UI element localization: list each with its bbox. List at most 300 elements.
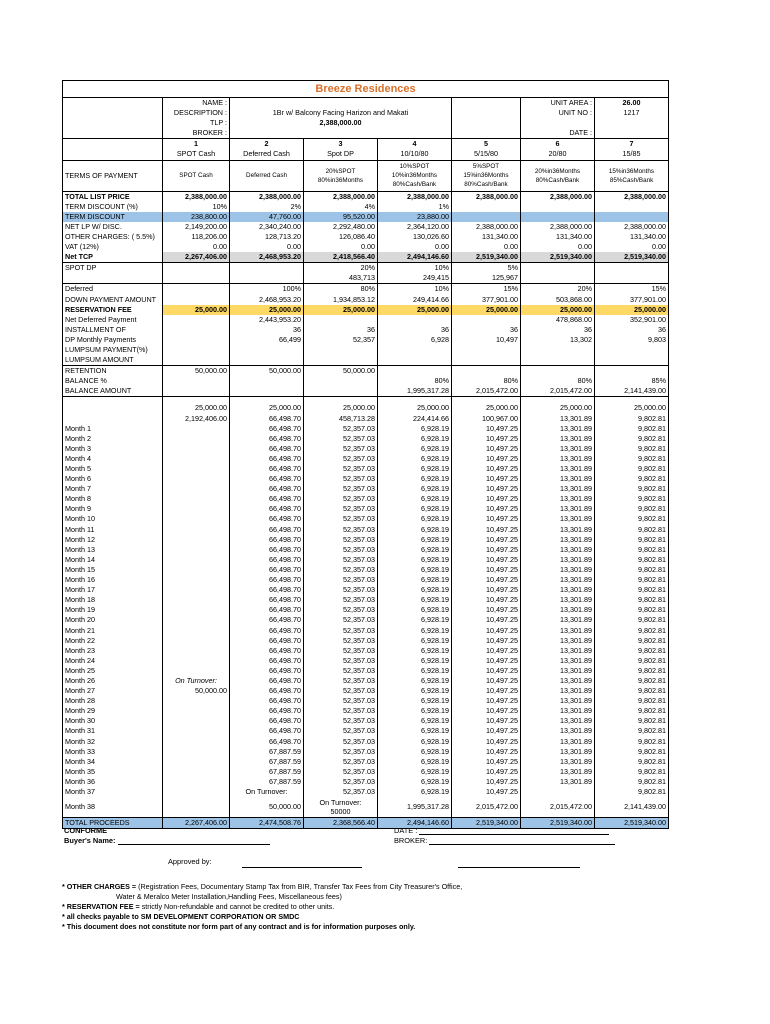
header-cell: [595, 118, 669, 128]
month-row: [63, 797, 669, 818]
row-value: [163, 295, 230, 305]
month-label: Month 20: [63, 615, 163, 625]
month-label: Month 18: [63, 595, 163, 605]
row-value: [521, 355, 595, 366]
month-row: [63, 656, 669, 666]
row-value: 126,086.40: [304, 232, 378, 242]
schedule-value: 25,000.00: [452, 403, 521, 413]
row-value: 1%: [378, 202, 452, 212]
month-value: 9,802.81: [595, 535, 669, 545]
row-value: 0.00: [452, 242, 521, 252]
column-number: 7: [595, 139, 669, 150]
row-value: 50,000.00: [163, 366, 230, 377]
month-value: 67,887.59: [230, 777, 304, 787]
month-label: Month 9: [63, 504, 163, 514]
month-value: 52,357.03: [304, 787, 378, 797]
row-value: 2,388,000.00: [452, 222, 521, 232]
row-value: 0.00: [378, 242, 452, 252]
header-cell: [63, 118, 163, 128]
row-value: [163, 325, 230, 335]
month-value: 52,357.03: [304, 726, 378, 736]
month-value: [163, 777, 230, 787]
month-row: [63, 494, 669, 504]
month-value: 9,802.81: [595, 494, 669, 504]
month-value: 52,357.03: [304, 464, 378, 474]
month-row: [63, 636, 669, 646]
row-label: [63, 403, 163, 413]
month-row: [63, 767, 669, 777]
month-value: 10,497.25: [452, 615, 521, 625]
month-value: 6,928.19: [378, 666, 452, 676]
summary-row: [63, 232, 669, 242]
month-value: 6,928.19: [378, 747, 452, 757]
row-value: 0.00: [163, 242, 230, 252]
month-value: 66,498.70: [230, 444, 304, 454]
month-label: Month 33: [63, 747, 163, 757]
month-value: [163, 605, 230, 615]
unit-no-value: 1217: [595, 108, 669, 118]
month-label: Month 14: [63, 555, 163, 565]
row-value: 503,868.00: [521, 295, 595, 305]
row-value: 10%: [378, 263, 452, 274]
month-value: [163, 737, 230, 747]
approver-signature-field[interactable]: [242, 859, 362, 868]
month-value: 52,357.03: [304, 777, 378, 787]
month-value: 52,357.03: [304, 757, 378, 767]
month-value: 52,357.03: [304, 595, 378, 605]
terms-cell: [595, 160, 669, 191]
month-value: 13,301.89: [521, 545, 595, 555]
month-label: Month 1: [63, 424, 163, 434]
month-value: 6,928.19: [378, 474, 452, 484]
month-value: 66,498.70: [230, 565, 304, 575]
month-value: 52,357.03: [304, 646, 378, 656]
total-value: 2,519,340.00: [595, 818, 669, 829]
row-value: [595, 355, 669, 366]
month-value: 6,928.19: [378, 575, 452, 585]
month-value: 9,802.81: [595, 757, 669, 767]
terms-line: SPOT Cash: [179, 172, 213, 180]
month-value: 9,802.81: [595, 656, 669, 666]
page-title: Breeze Residences: [63, 81, 669, 98]
row-value: 0.00: [595, 242, 669, 252]
month-row: [63, 424, 669, 434]
month-value: 52,357.03: [304, 434, 378, 444]
month-value: 1,995,317.28: [378, 797, 452, 818]
month-value: 10,497.25: [452, 646, 521, 656]
header-cell: [63, 108, 163, 118]
month-value: [163, 767, 230, 777]
month-value: 67,887.59: [230, 747, 304, 757]
month-value: 6,928.19: [378, 504, 452, 514]
terms-line: 15%in36Months: [608, 167, 655, 175]
row-value: 128,713.20: [230, 232, 304, 242]
row-label: LUMPSUM AMOUNT: [63, 355, 163, 366]
row-value: 2,388,000.00: [595, 222, 669, 232]
month-value: 10,497.25: [452, 555, 521, 565]
month-value: [163, 565, 230, 575]
month-row: [63, 686, 669, 696]
month-value: 6,928.19: [378, 434, 452, 444]
month-value: 66,498.70: [230, 726, 304, 736]
month-value: [163, 757, 230, 767]
footnote-line: [62, 922, 462, 932]
footnote-line: [62, 902, 462, 912]
row-value: 85%: [595, 376, 669, 386]
month-value: 13,301.89: [521, 757, 595, 767]
row-value: [452, 355, 521, 366]
date-field[interactable]: [419, 826, 609, 835]
month-value: [163, 666, 230, 676]
row-value: 23,880.00: [378, 212, 452, 222]
footnote-bold: * OTHER CHARGES =: [62, 882, 139, 891]
month-value: 6,928.19: [378, 636, 452, 646]
month-value: [163, 726, 230, 736]
row-value: 2,388,000.00: [521, 191, 595, 202]
month-value: 9,802.81: [595, 474, 669, 484]
month-value: [163, 484, 230, 494]
month-value: 66,498.70: [230, 615, 304, 625]
month-label: Month 22: [63, 636, 163, 646]
month-value: 10,497.25: [452, 504, 521, 514]
footnote-text: strictly Non-refundable and cannot be credited to other units.: [141, 902, 335, 911]
month-value: 10,497.25: [452, 545, 521, 555]
terms-line: 80%in36Months: [317, 176, 364, 184]
month-value: 6,928.19: [378, 595, 452, 605]
month-row: [63, 666, 669, 676]
header-row: [63, 98, 669, 109]
month-value: 13,301.89: [521, 464, 595, 474]
month-value: 66,498.70: [230, 656, 304, 666]
row-value: [378, 355, 452, 366]
row-value: 25,000.00: [163, 305, 230, 315]
month-row: [63, 737, 669, 747]
row-value: [163, 335, 230, 345]
month-value: 10,497.25: [452, 636, 521, 646]
month-value: On Turnover:: [230, 787, 304, 797]
month-value: 6,928.19: [378, 706, 452, 716]
on-turnover-label: On Turnover:: [319, 798, 362, 808]
month-row: [63, 484, 669, 494]
turnover-amount: 50000: [330, 807, 351, 817]
month-value: 13,301.89: [521, 686, 595, 696]
date-header-label: DATE :: [521, 128, 595, 139]
row-value: 249,415: [378, 273, 452, 284]
row-value: 130,026.60: [378, 232, 452, 242]
month-label: Month 36: [63, 777, 163, 787]
month-value: 6,928.19: [378, 424, 452, 434]
schedule-value: 100,967.00: [452, 414, 521, 424]
row-value: 2,388,000.00: [230, 191, 304, 202]
month-label: Month 38: [63, 797, 163, 818]
row-label: TERM DISCOUNT (%): [63, 202, 163, 212]
header-cell: [63, 139, 163, 150]
month-value: 50,000.00: [230, 797, 304, 818]
approver-signature-field-2[interactable]: [458, 859, 580, 868]
header-cell: [452, 118, 521, 128]
month-value: [521, 787, 595, 797]
month-value: [163, 787, 230, 797]
summary-row: [63, 315, 669, 325]
month-value: 66,498.70: [230, 504, 304, 514]
row-label: LUMPSUM PAYMENT(%): [63, 345, 163, 355]
month-value: 52,357.03: [304, 605, 378, 615]
month-value: 10,497.25: [452, 525, 521, 535]
row-label: [63, 273, 163, 284]
month-value: [163, 454, 230, 464]
summary-row: [63, 284, 669, 295]
row-value: [452, 345, 521, 355]
summary-row: [63, 252, 669, 263]
schedule-value: 9,802.81: [595, 414, 669, 424]
month-value: 6,928.19: [378, 454, 452, 464]
month-value: 66,498.70: [230, 716, 304, 726]
month-value: 13,301.89: [521, 716, 595, 726]
month-value: 52,357.03: [304, 494, 378, 504]
row-value: 1,934,853.12: [304, 295, 378, 305]
schedule-value: 25,000.00: [304, 403, 378, 413]
month-value: 10,497.25: [452, 565, 521, 575]
month-value: 2,015,472.00: [521, 797, 595, 818]
month-value: 6,928.19: [378, 696, 452, 706]
row-value: 2,388,000.00: [521, 222, 595, 232]
row-value: 478,868.00: [521, 315, 595, 325]
month-label: Month 3: [63, 444, 163, 454]
month-value: 10,497.25: [452, 494, 521, 504]
footnote-text: (Registration Fees, Documentary Stamp Tax from BIR, Transfer Tax Fees from City Treasurer's Office,: [138, 882, 463, 891]
month-label: Month 21: [63, 626, 163, 636]
month-label: Month 34: [63, 757, 163, 767]
month-value: [163, 545, 230, 555]
month-value: 6,928.19: [378, 525, 452, 535]
month-value: 13,301.89: [521, 525, 595, 535]
month-value: 52,357.03: [304, 686, 378, 696]
month-row: [63, 565, 669, 575]
month-row: [63, 474, 669, 484]
row-value: 2,015,472.00: [521, 386, 595, 397]
month-value: 66,498.70: [230, 696, 304, 706]
month-value: 66,498.70: [230, 737, 304, 747]
row-value: 15%: [452, 284, 521, 295]
row-value: 2,418,566.40: [304, 252, 378, 263]
month-value: 6,928.19: [378, 464, 452, 474]
month-value: 66,498.70: [230, 424, 304, 434]
month-value: [163, 716, 230, 726]
title-row: [63, 81, 669, 98]
month-value: 9,802.81: [595, 484, 669, 494]
column-number: 2: [230, 139, 304, 150]
month-row: [63, 757, 669, 767]
month-value: 13,301.89: [521, 696, 595, 706]
row-value: 0.00: [230, 242, 304, 252]
summary-row: [63, 376, 669, 386]
row-value: 483,713: [304, 273, 378, 284]
row-value: [163, 273, 230, 284]
month-row: [63, 555, 669, 565]
month-value: 9,802.81: [595, 666, 669, 676]
summary-row: [63, 273, 669, 284]
month-value: [163, 474, 230, 484]
month-value: 6,928.19: [378, 626, 452, 636]
month-row: [63, 585, 669, 595]
terms-line: 15%in36Months: [463, 172, 509, 180]
month-value: [163, 504, 230, 514]
broker-field[interactable]: [429, 836, 615, 845]
month-value: 9,802.81: [595, 514, 669, 524]
month-row: [63, 434, 669, 444]
terms-line: 85%Cash/Bank: [609, 176, 654, 184]
schedule-row: [63, 414, 669, 424]
month-value: 52,357.03: [304, 706, 378, 716]
month-value: 9,802.81: [595, 747, 669, 757]
unit-area-value: 26.00: [595, 98, 669, 109]
month-value: 6,928.19: [378, 514, 452, 524]
row-value: [230, 386, 304, 397]
unit-area-label: UNIT AREA :: [521, 98, 595, 109]
row-value: 352,901.00: [595, 315, 669, 325]
month-value: 13,301.89: [521, 434, 595, 444]
month-value: 6,928.19: [378, 646, 452, 656]
month-value: 52,357.03: [304, 444, 378, 454]
month-value: 13,301.89: [521, 615, 595, 625]
row-value: 80%: [452, 376, 521, 386]
month-value: 52,357.03: [304, 555, 378, 565]
month-value: 10,497.25: [452, 514, 521, 524]
row-label: [63, 414, 163, 424]
month-label: Month 6: [63, 474, 163, 484]
month-value: 13,301.89: [521, 737, 595, 747]
month-value: 50,000.00: [163, 686, 230, 696]
month-value: 10,497.25: [452, 585, 521, 595]
month-value: 13,301.89: [521, 595, 595, 605]
month-row: [63, 535, 669, 545]
month-value: 13,301.89: [521, 656, 595, 666]
month-row: [63, 706, 669, 716]
month-value: 10,497.25: [452, 535, 521, 545]
month-value: 66,498.70: [230, 706, 304, 716]
month-value: 10,497.25: [452, 757, 521, 767]
month-value: 9,802.81: [595, 444, 669, 454]
month-value: 6,928.19: [378, 444, 452, 454]
month-value: 13,301.89: [521, 444, 595, 454]
month-value: 66,498.70: [230, 585, 304, 595]
month-value: 13,301.89: [521, 626, 595, 636]
column-number: 4: [378, 139, 452, 150]
row-value: [595, 366, 669, 377]
header-row: [63, 118, 669, 128]
row-label: RESERVATION FEE: [63, 305, 163, 315]
month-value: 6,928.19: [378, 757, 452, 767]
month-value: 10,497.25: [452, 454, 521, 464]
month-row: [63, 716, 669, 726]
row-value: [163, 376, 230, 386]
month-label: Month 31: [63, 726, 163, 736]
month-value: 6,928.19: [378, 585, 452, 595]
month-value: 10,497.25: [452, 434, 521, 444]
row-value: 2,141,439.00: [595, 386, 669, 397]
month-value: 52,357.03: [304, 615, 378, 625]
row-label: TOTAL LIST PRICE: [63, 191, 163, 202]
terms-cell: [452, 160, 521, 191]
row-value: [595, 212, 669, 222]
row-value: 15%: [595, 284, 669, 295]
header-row: [63, 108, 669, 118]
month-value: 66,498.70: [230, 555, 304, 565]
row-label: RETENTION: [63, 366, 163, 377]
summary-row: [63, 212, 669, 222]
summary-row: [63, 222, 669, 232]
month-value: 52,357.03: [304, 474, 378, 484]
month-label: Month 17: [63, 585, 163, 595]
month-value: 9,802.81: [595, 504, 669, 514]
month-value: 52,357.03: [304, 535, 378, 545]
month-value: 10,497.25: [452, 605, 521, 615]
row-value: 25,000.00: [521, 305, 595, 315]
month-value: 10,497.25: [452, 626, 521, 636]
row-value: 2,015,472.00: [452, 386, 521, 397]
column-number: 5: [452, 139, 521, 150]
month-value: 9,802.81: [595, 565, 669, 575]
month-value: 9,802.81: [595, 424, 669, 434]
month-value: 9,802.81: [595, 726, 669, 736]
date-header-value: [595, 128, 669, 139]
column-name-row: [63, 149, 669, 160]
row-value: [230, 345, 304, 355]
row-value: 2,443,953.20: [230, 315, 304, 325]
row-value: 50,000.00: [304, 366, 378, 377]
row-value: [304, 386, 378, 397]
month-row: [63, 595, 669, 605]
month-value: 10,497.25: [452, 716, 521, 726]
month-value: 9,802.81: [595, 615, 669, 625]
row-label: Net TCP: [63, 252, 163, 263]
month-label: Month 37: [63, 787, 163, 797]
buyers-name-field[interactable]: [118, 836, 270, 845]
month-value: 13,301.89: [521, 535, 595, 545]
header-cell: [452, 108, 521, 118]
month-value: [163, 444, 230, 454]
month-value: 13,301.89: [521, 777, 595, 787]
row-value: 95,520.00: [304, 212, 378, 222]
tlp-value: 2,388,000.00: [230, 118, 452, 128]
row-value: 25,000.00: [378, 305, 452, 315]
row-label: OTHER CHARGES: ( 5.5%): [63, 232, 163, 242]
month-value: 52,357.03: [304, 716, 378, 726]
row-value: [521, 345, 595, 355]
row-value: 25,000.00: [304, 305, 378, 315]
month-value: 10,497.25: [452, 787, 521, 797]
month-value: 6,928.19: [378, 767, 452, 777]
month-label: Month 29: [63, 706, 163, 716]
month-label: Month 13: [63, 545, 163, 555]
row-value: 9,803: [595, 335, 669, 345]
row-value: 2,494,146.60: [378, 252, 452, 263]
month-label: Month 5: [63, 464, 163, 474]
month-value: 13,301.89: [521, 676, 595, 686]
row-value: 36: [521, 325, 595, 335]
footnote-bold: * all checks payable to SM DEVELOPMENT CORPORATION OR SMDC: [62, 912, 300, 921]
row-label: DP Monthly Payments: [63, 335, 163, 345]
tlp-label: TLP :: [163, 118, 230, 128]
row-value: 10,497: [452, 335, 521, 345]
month-value: 9,802.81: [595, 777, 669, 787]
footnote-bold: * RESERVATION FEE =: [62, 902, 142, 911]
footnote-text: Water & Meralco Meter Installation,Handling Fees, Miscellaneous fees): [116, 892, 342, 901]
month-value: 66,498.70: [230, 636, 304, 646]
month-value: 6,928.19: [378, 737, 452, 747]
row-label: VAT (12%): [63, 242, 163, 252]
row-value: 2%: [230, 202, 304, 212]
